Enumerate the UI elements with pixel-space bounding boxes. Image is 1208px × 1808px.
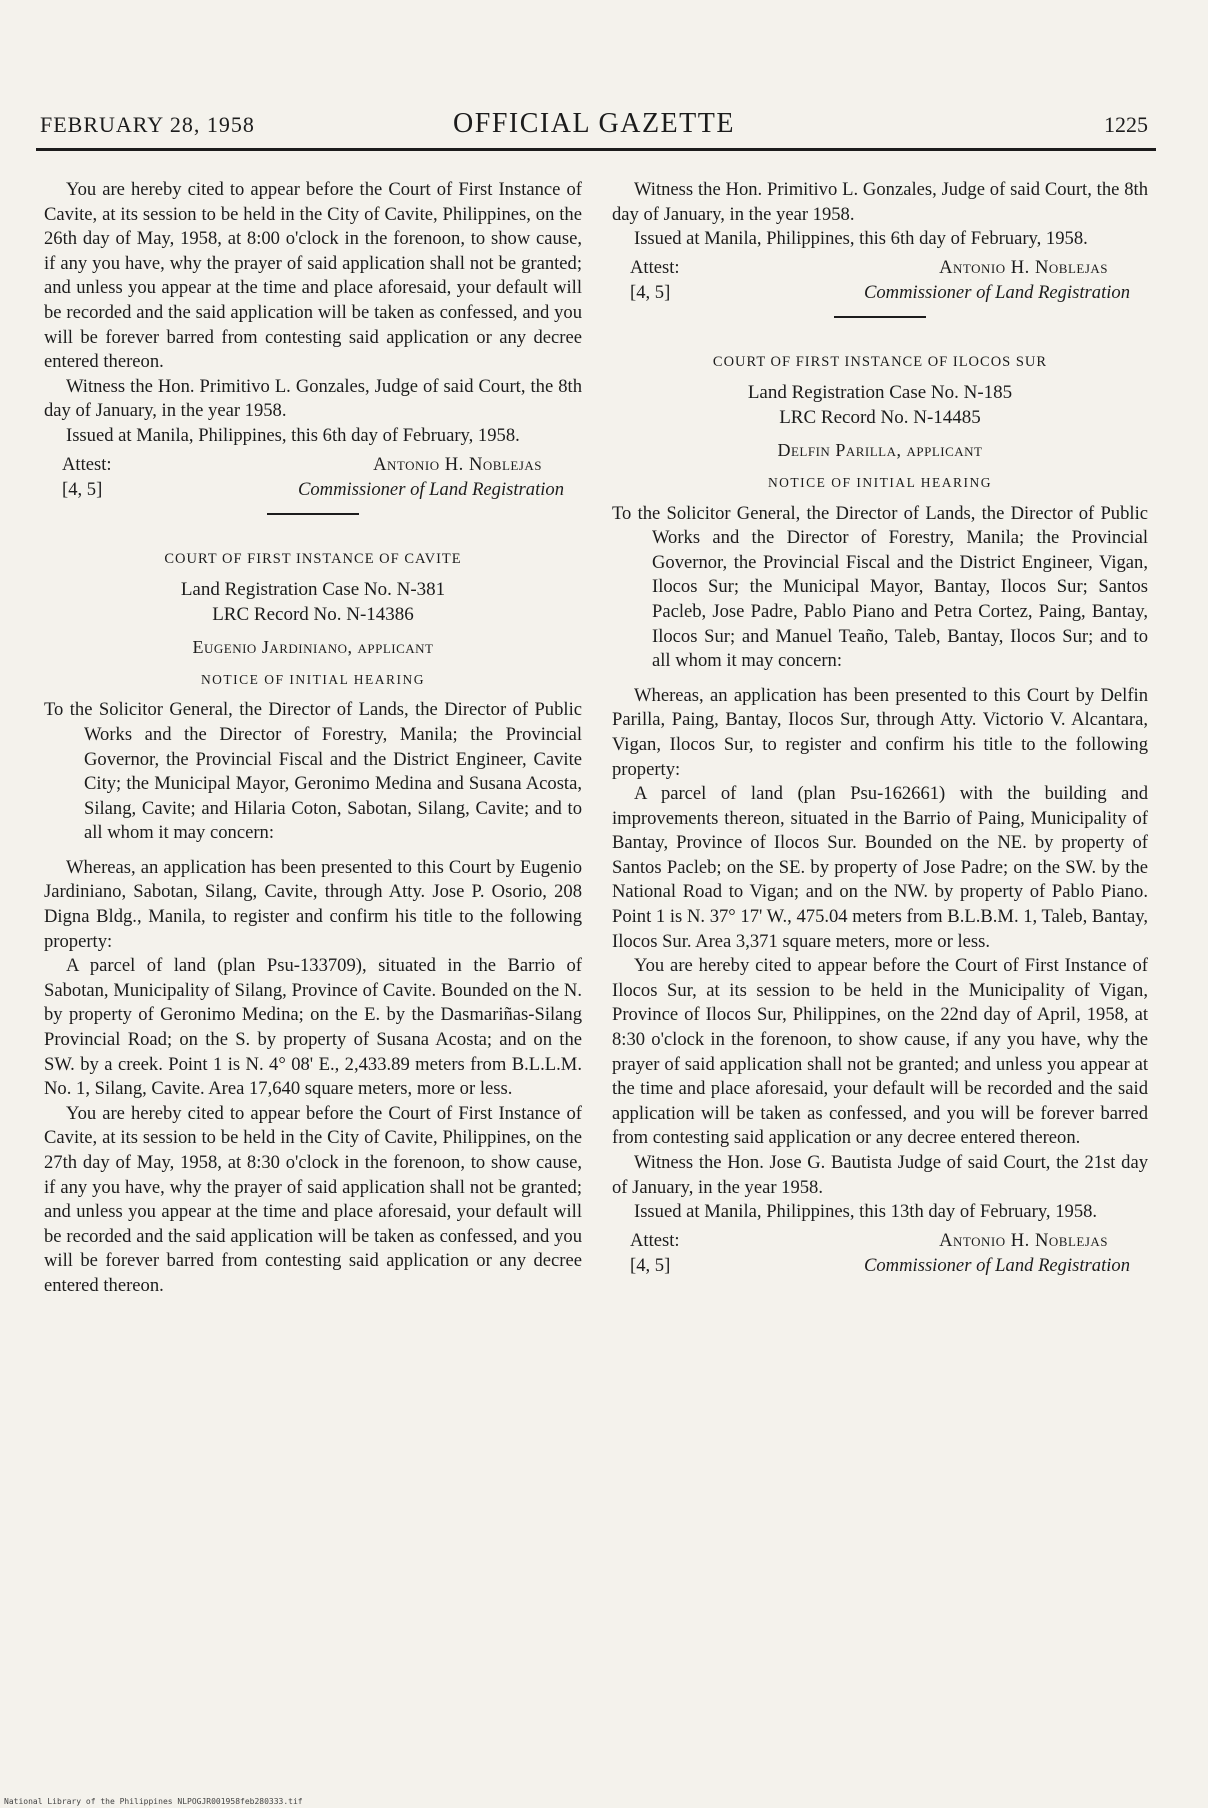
header-rule <box>36 148 1156 151</box>
section-separator <box>267 513 359 515</box>
attest-ref: [4, 5] <box>630 281 671 303</box>
paragraph: Whereas, an application has been presented to this Court by Eugenio Jardiniano, Sabotan, Silang, Cavite, through Atty. Jose P. Osorio, 208 Digna Bldg., Manila, to register and confirm his title to the following property: <box>44 856 582 952</box>
lrc-record-number: LRC Record No. N-14485 <box>779 407 981 429</box>
attest-title: Commissioner of Land Registration <box>863 281 1130 303</box>
attest-name: Antonio H. Noblejas <box>939 256 1108 278</box>
paragraph: Issued at Manila, Philippines, this 13th day of February, 1958. <box>634 1201 1098 1223</box>
attestation <box>612 1229 1148 1279</box>
case-number: Land Registration Case No. N-185 <box>747 382 1013 404</box>
scan-footer: National Library of the Philippines NLPOGJR001958feb280333.tif <box>4 1797 303 1806</box>
attest-ref: [4, 5] <box>62 478 103 500</box>
paragraph: A parcel of land (plan Psu-162661) with the building and improvements thereon, situated in the Barrio of Paing, Municipality of Bantay, Province of Ilocos Sur. Bounded on the NE. by property of Santos Pacleb; on the SE. by property of Jose Padre; on the SW. by the National Road to Vigan; and on the NW. by property of Pablo Piano. Point 1 is N. 37° 17' W., 475.04 meters from B.L.B.M. 1, Taleb, Bantay, Ilocos Sur. Area 3,371 square meters, more or less. <box>612 783 1148 952</box>
paragraph: A parcel of land (plan Psu-133709), situated in the Barrio of Sabotan, Municipality of Silang, Province of Cavite. Bounded on the N. by property of Geronimo Medina; on the E. by the Dasmariñas-Silang Provincial Road; on the S. by property of Susana Acosta; and on the SW. by a creek. Point 1 is N. 4° 08' E., 2,433.89 meters from B.L.L.M. No. 1, Silang, Cavite. Area 17,640 square meters, more or less. <box>44 955 582 1100</box>
paragraph: Issued at Manila, Philippines, this 6th day of February, 1958. <box>634 228 1088 250</box>
paragraph: You are hereby cited to appear before the Court of First Instance of Cavite, at its session to be held in the City of Cavite, Philippines, on the 26th day of May, 1958, at 8:00 o'clock in the forenoon, to show cause, if any you have, why the prayer of said application shall not be granted; and unless you appear at the time and place aforesaid, your default will be recorded and the said application will be taken as confessed, and you will be forever barred from contesting said application or any decree entered thereon. <box>44 179 582 373</box>
attest-ref: [4, 5] <box>630 1254 671 1276</box>
attest-label: Attest: <box>630 1229 680 1251</box>
lrc-record-number: LRC Record No. N-14386 <box>212 604 414 626</box>
notice-heading: NOTICE OF INITIAL HEARING <box>767 474 993 490</box>
attestation <box>44 453 582 503</box>
paragraph: Witness the Hon. Primitivo L. Gonzales, Judge of said Court, the 8th day of January, in the year 1958. <box>612 179 1148 225</box>
attest-name: Antonio H. Noblejas <box>373 453 542 475</box>
attest-title: Commissioner of Land Registration <box>297 478 564 500</box>
attest-name: Antonio H. Noblejas <box>939 1229 1108 1251</box>
paragraph: Witness the Hon. Jose G. Bautista Judge of said Court, the 21st day of January, in the year 1958. <box>612 1152 1148 1198</box>
paragraph: Witness the Hon. Primitivo L. Gonzales, Judge of said Court, the 8th day of January, in the year 1958. <box>44 375 582 422</box>
addressees: To the Solicitor General, the Director of Lands, the Director of Public Works and the Director of Forestry, Manila; the Provincial Governor, the Provincial Fiscal and the District Engineer, Vigan, Ilocos Sur; the Municipal Mayor, Bantay, Ilocos Sur; Santos Pacleb, Jose Padre, Pablo Piano and Petra Cortez, Paing, Bantay, Ilocos Sur; and Manuel Teaño, Taleb, Bantay, Ilocos Sur; and to all whom it may concern: <box>612 502 1148 672</box>
applicant-name: Eugenio Jardiniano, applicant <box>192 637 434 658</box>
applicant-name: Delfin Parilla, applicant <box>777 440 983 461</box>
court-heading: COURT OF FIRST INSTANCE OF CAVITE <box>164 550 462 567</box>
publication-title: OFFICIAL GAZETTE <box>453 108 735 139</box>
page-header <box>40 108 1148 148</box>
attest-label: Attest: <box>630 256 680 278</box>
paragraph: You are hereby cited to appear before the Court of First Instance of Ilocos Sur, at its session to be held in the Municipality of Vigan, Province of Ilocos Sur, Philippines, on the 22nd day of April, 1958, at 8:30 o'clock in the forenoon, to show cause, if any you have, why the prayer of said application shall not be granted; and unless you appear at the time and place aforesaid, your default will be recorded and the said application will be taken as confessed, and you will be forever barred from contesting said application or any decree entered thereon. <box>612 955 1148 1149</box>
attestation <box>612 256 1148 306</box>
paragraph: Whereas, an application has been presented to this Court by Delfin Parilla, Paing, Bantay, Ilocos Sur, through Atty. Victorio V. Alcantara, Vigan, Ilocos Sur, to register and confirm his title to the following property: <box>612 684 1148 780</box>
right-column <box>612 178 1148 1279</box>
paragraph: You are hereby cited to appear before the Court of First Instance of Cavite, at its session to be held in the City of Cavite, Philippines, on the 27th day of May, 1958, at 8:30 o'clock in the forenoon, to show cause, if any you have, why the prayer of said application shall not be granted; and unless you appear at the time and place aforesaid, your default will be recorded and the said application will be taken as confessed, and you will be forever barred from contesting said application or any decree entered thereon. <box>44 1102 582 1296</box>
notice-heading: NOTICE OF INITIAL HEARING <box>200 671 426 687</box>
section-separator <box>834 316 926 318</box>
court-heading: COURT OF FIRST INSTANCE OF ILOCOS SUR <box>712 353 1048 370</box>
page-number: 1225 <box>1104 112 1148 137</box>
addressees: To the Solicitor General, the Director of Lands, the Director of Public Works and the Director of Forestry, Manila; the Provincial Governor, the Provincial Fiscal and the District Engineer, Cavite City; the Municipal Mayor, Geronimo Medina and Susana Acosta, Silang, Cavite; and Hilaria Coton, Sabotan, Silang, Cavite; and to all whom it may concern: <box>44 699 582 844</box>
attest-label: Attest: <box>62 453 112 475</box>
issue-date: FEBRUARY 28, 1958 <box>40 112 255 137</box>
attest-title: Commissioner of Land Registration <box>863 1254 1130 1276</box>
paragraph: Issued at Manila, Philippines, this 6th day of February, 1958. <box>66 424 520 446</box>
case-number: Land Registration Case No. N-381 <box>180 579 446 601</box>
left-column <box>44 178 582 1299</box>
